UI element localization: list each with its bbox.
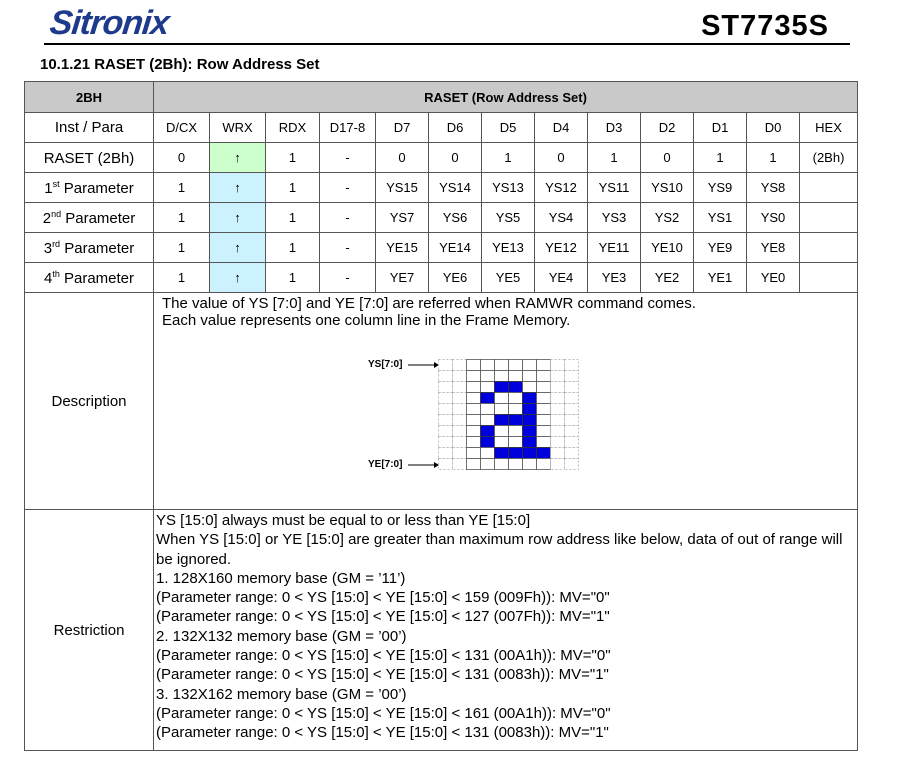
pixel-off <box>467 426 481 437</box>
description-cell <box>154 293 858 510</box>
bit-cell: 0 <box>154 143 210 173</box>
pixel-off <box>439 393 453 404</box>
row-label <box>25 233 154 263</box>
column-header: D4 <box>535 113 588 143</box>
pixel-off <box>523 459 537 470</box>
bit-cell: YE7 <box>376 263 429 293</box>
pixel-off <box>551 426 565 437</box>
bit-cell: YS4 <box>535 203 588 233</box>
bit-cell: 1 <box>747 143 800 173</box>
restriction-line: (Parameter range: 0 < YS [15:0] < YE [15:0] < 131 (0083h)): MV="1" <box>156 666 609 684</box>
bit-cell: YS0 <box>747 203 800 233</box>
pixel-grid <box>438 359 638 471</box>
pixel-off <box>537 382 551 393</box>
bit-cell: ↑ <box>210 263 266 293</box>
ye-arrow-icon <box>408 461 440 469</box>
bit-cell: YS7 <box>376 203 429 233</box>
pixel-off <box>453 448 467 459</box>
pixel-off <box>509 393 523 404</box>
pixel-off <box>453 382 467 393</box>
pixel-off <box>565 437 579 448</box>
pixel-off <box>439 382 453 393</box>
row-label-text: 2 <box>42 209 52 227</box>
pixel-off <box>537 360 551 371</box>
column-header: D5 <box>482 113 535 143</box>
pixel-off <box>565 426 579 437</box>
pixel-off <box>565 448 579 459</box>
pixel-on <box>523 393 537 404</box>
bit-cell <box>800 203 858 233</box>
bit-cell: YS2 <box>641 203 694 233</box>
pixel-off <box>495 371 509 382</box>
bit-cell: - <box>320 173 376 203</box>
row-label-text: RASET (2Bh) <box>43 149 135 167</box>
bit-cell: YE2 <box>641 263 694 293</box>
pixel-off <box>523 382 537 393</box>
column-header: D7 <box>376 113 429 143</box>
restriction-line: 1. 128X160 memory base (GM = ’11’) <box>156 569 406 587</box>
column-header: D/CX <box>154 113 210 143</box>
description-row <box>25 293 858 510</box>
bit-cell: YS15 <box>376 173 429 203</box>
bit-cell: YE4 <box>535 263 588 293</box>
row-label-text: 3 <box>43 239 53 257</box>
bit-cell: YS11 <box>588 173 641 203</box>
restriction-line: (Parameter range: 0 < YS [15:0] < YE [15:0] < 127 (007Fh)): MV="1" <box>156 608 610 626</box>
table-row <box>25 203 858 233</box>
pixel-off <box>481 360 495 371</box>
pixel-off <box>551 459 565 470</box>
pixel-off <box>439 360 453 371</box>
restriction-line: (Parameter range: 0 < YS [15:0] < YE [15:0] < 159 (009Fh)): MV="0" <box>156 589 610 607</box>
pixel-off <box>439 459 453 470</box>
pixel-off <box>439 437 453 448</box>
pixel-off <box>551 382 565 393</box>
pixel-off <box>537 426 551 437</box>
column-header: HEX <box>800 113 858 143</box>
column-header-row <box>25 113 858 143</box>
pixel-off <box>551 393 565 404</box>
bit-cell: ↑ <box>210 173 266 203</box>
row-label-suffix: st <box>52 178 60 189</box>
ys-label: YS[7:0] <box>368 359 403 370</box>
pixel-off <box>565 459 579 470</box>
bit-cell: YE3 <box>588 263 641 293</box>
pixel-off <box>439 426 453 437</box>
bit-cell: 0 <box>376 143 429 173</box>
pixel-off <box>523 371 537 382</box>
pixel-off <box>565 371 579 382</box>
pixel-off <box>537 459 551 470</box>
bit-cell: YS5 <box>482 203 535 233</box>
restriction-line: 3. 132X162 memory base (GM = ’00’) <box>156 685 407 703</box>
bit-cell: 1 <box>154 263 210 293</box>
pixel-on <box>523 426 537 437</box>
pixel-on <box>481 437 495 448</box>
pixel-on <box>481 426 495 437</box>
pixel-off <box>551 360 565 371</box>
pixel-off <box>453 360 467 371</box>
row-label-text: 4 <box>43 269 53 287</box>
row-label-text: 1 <box>44 179 53 197</box>
pixel-off <box>551 437 565 448</box>
pixel-on <box>495 415 509 426</box>
pixel-off <box>537 415 551 426</box>
row-label-rest: Parameter <box>59 269 135 287</box>
row-label-suffix: rd <box>52 238 61 249</box>
pixel-off <box>467 448 481 459</box>
row-label-suffix: th <box>52 268 60 279</box>
pixel-off <box>537 437 551 448</box>
pixel-off <box>565 382 579 393</box>
column-header: RDX <box>266 113 320 143</box>
pixel-on <box>523 404 537 415</box>
pixel-off <box>453 426 467 437</box>
pixel-on <box>481 393 495 404</box>
header-rule <box>44 43 850 45</box>
column-header: D2 <box>641 113 694 143</box>
bit-cell: 1 <box>266 203 320 233</box>
pixel-off <box>509 426 523 437</box>
bit-cell: YE5 <box>482 263 535 293</box>
column-header: D3 <box>588 113 641 143</box>
row-label-suffix: nd <box>51 208 62 219</box>
table-row <box>25 233 858 263</box>
pixel-off <box>467 382 481 393</box>
pixel-off <box>467 404 481 415</box>
pixel-off <box>439 404 453 415</box>
bit-cell: YE10 <box>641 233 694 263</box>
pixel-off <box>439 448 453 459</box>
sitronix-logo: Sitronix <box>48 4 171 42</box>
pixel-off <box>453 371 467 382</box>
row-label-rest: Parameter <box>60 239 135 257</box>
row-label <box>25 263 154 293</box>
pixel-off <box>453 437 467 448</box>
bit-cell: ↑ <box>210 233 266 263</box>
bit-cell: YS14 <box>429 173 482 203</box>
section-title: 10.1.21 RASET (2Bh): Row Address Set <box>40 56 320 73</box>
pixel-off <box>495 437 509 448</box>
pixel-off <box>565 393 579 404</box>
pixel-off <box>495 404 509 415</box>
pixel-off <box>495 426 509 437</box>
row-label <box>25 203 154 233</box>
bit-cell: 1 <box>482 143 535 173</box>
bit-cell: (2Bh) <box>800 143 858 173</box>
column-header: Inst / Para <box>25 113 154 143</box>
header-command-code: 2BH <box>25 82 154 113</box>
pixel-off <box>467 360 481 371</box>
bit-cell: ↑ <box>210 203 266 233</box>
pixel-off <box>467 459 481 470</box>
bit-cell <box>800 173 858 203</box>
row-label <box>25 173 154 203</box>
bit-cell: ↑ <box>210 143 266 173</box>
bit-cell: YS12 <box>535 173 588 203</box>
pixel-on <box>495 448 509 459</box>
column-header: D17-8 <box>320 113 376 143</box>
bit-cell: - <box>320 233 376 263</box>
bit-cell <box>800 263 858 293</box>
pixel-off <box>495 393 509 404</box>
description-line: The value of YS [7:0] and YE [7:0] are referred when RAMWR command comes. <box>162 295 696 312</box>
restriction-line: 2. 132X132 memory base (GM = ’00’) <box>156 627 407 645</box>
ys-arrow-icon <box>408 361 440 369</box>
bit-cell <box>800 233 858 263</box>
row-label <box>25 143 154 173</box>
pixel-off <box>509 360 523 371</box>
pixel-off <box>467 415 481 426</box>
bit-cell: 0 <box>641 143 694 173</box>
pixel-off <box>453 404 467 415</box>
bit-cell: YS8 <box>747 173 800 203</box>
pixel-on <box>523 437 537 448</box>
pixel-off <box>565 404 579 415</box>
pixel-off <box>495 360 509 371</box>
pixel-off <box>551 415 565 426</box>
bit-cell: YE13 <box>482 233 535 263</box>
bit-cell: YE9 <box>694 233 747 263</box>
restriction-row <box>25 510 858 751</box>
pixel-off <box>509 459 523 470</box>
bit-cell: 1 <box>266 233 320 263</box>
header-command-name: RASET (Row Address Set) <box>154 82 858 113</box>
bit-cell: 1 <box>154 233 210 263</box>
bit-cell: YE1 <box>694 263 747 293</box>
column-header: WRX <box>210 113 266 143</box>
pixel-off <box>565 415 579 426</box>
bit-cell: 0 <box>535 143 588 173</box>
pixel-off <box>537 371 551 382</box>
pixel-off <box>481 382 495 393</box>
column-header: D0 <box>747 113 800 143</box>
pixel-off <box>467 437 481 448</box>
bit-cell: 1 <box>154 173 210 203</box>
restriction-line: (Parameter range: 0 < YS [15:0] < YE [15:0] < 131 (00A1h)): MV="0" <box>156 647 611 665</box>
restriction-line: (Parameter range: 0 < YS [15:0] < YE [15:0] < 161 (00A1h)): MV="0" <box>156 704 611 722</box>
description-label: Description <box>25 293 154 510</box>
pixel-on <box>495 382 509 393</box>
restriction-line: When YS [15:0] or YE [15:0] are greater than maximum row address like below, data of out of range will be ignored. <box>156 531 843 568</box>
pixel-off <box>439 371 453 382</box>
pixel-off <box>523 360 537 371</box>
pixel-off <box>509 404 523 415</box>
bit-cell: - <box>320 203 376 233</box>
ye-label: YE[7:0] <box>368 459 403 470</box>
bit-cell: YE6 <box>429 263 482 293</box>
pixel-off <box>481 371 495 382</box>
table-row <box>25 173 858 203</box>
pixel-off <box>481 448 495 459</box>
bit-cell: 1 <box>694 143 747 173</box>
pixel-off <box>453 393 467 404</box>
bit-cell: YE12 <box>535 233 588 263</box>
bit-cell: 1 <box>588 143 641 173</box>
pixel-off <box>453 415 467 426</box>
pixel-on <box>509 448 523 459</box>
pixel-on <box>509 382 523 393</box>
pixel-off <box>481 415 495 426</box>
bit-cell: YS13 <box>482 173 535 203</box>
pixel-off <box>481 459 495 470</box>
bit-cell: 1 <box>266 173 320 203</box>
bit-cell: YE15 <box>376 233 429 263</box>
bit-cell: YE0 <box>747 263 800 293</box>
bit-cell: YE11 <box>588 233 641 263</box>
bit-cell: 1 <box>266 143 320 173</box>
bit-cell: YS3 <box>588 203 641 233</box>
pixel-on <box>523 448 537 459</box>
restriction-label: Restriction <box>25 510 154 751</box>
bit-cell: YE8 <box>747 233 800 263</box>
pixel-off <box>453 459 467 470</box>
pixel-off <box>509 371 523 382</box>
table-row <box>25 143 858 173</box>
pixel-off <box>481 404 495 415</box>
bit-cell: YS1 <box>694 203 747 233</box>
table-row <box>25 263 858 293</box>
pixel-off <box>551 404 565 415</box>
bit-cell: - <box>320 143 376 173</box>
bit-cell: YS9 <box>694 173 747 203</box>
pixel-off <box>467 371 481 382</box>
table-header-row <box>25 82 858 113</box>
column-header: D1 <box>694 113 747 143</box>
description-line: Each value represents one column line in the Frame Memory. <box>162 312 571 329</box>
pixel-off <box>565 360 579 371</box>
bit-cell: YS6 <box>429 203 482 233</box>
pixel-off <box>495 459 509 470</box>
bit-cell: YS10 <box>641 173 694 203</box>
row-label-rest: Parameter <box>59 179 134 197</box>
model-number: ST7735S <box>701 10 829 42</box>
pixel-off <box>551 371 565 382</box>
restriction-cell <box>154 510 858 751</box>
pixel-off <box>537 393 551 404</box>
pixel-off <box>467 393 481 404</box>
bit-cell: 0 <box>429 143 482 173</box>
row-label-rest: Parameter <box>61 209 136 227</box>
bit-cell: YE14 <box>429 233 482 263</box>
pixel-on <box>509 415 523 426</box>
bit-cell: 1 <box>266 263 320 293</box>
pixel-on <box>537 448 551 459</box>
bit-cell: 1 <box>154 203 210 233</box>
restriction-line: YS [15:0] always must be equal to or less than YE [15:0] <box>156 512 531 529</box>
register-table <box>24 81 858 751</box>
pixel-on <box>523 415 537 426</box>
bit-cell: - <box>320 263 376 293</box>
frame-memory-figure <box>360 349 660 499</box>
pixel-off <box>537 404 551 415</box>
pixel-off <box>509 437 523 448</box>
restriction-line: (Parameter range: 0 < YS [15:0] < YE [15:0] < 131 (0083h)): MV="1" <box>156 724 609 742</box>
column-header: D6 <box>429 113 482 143</box>
pixel-off <box>551 448 565 459</box>
pixel-off <box>439 415 453 426</box>
